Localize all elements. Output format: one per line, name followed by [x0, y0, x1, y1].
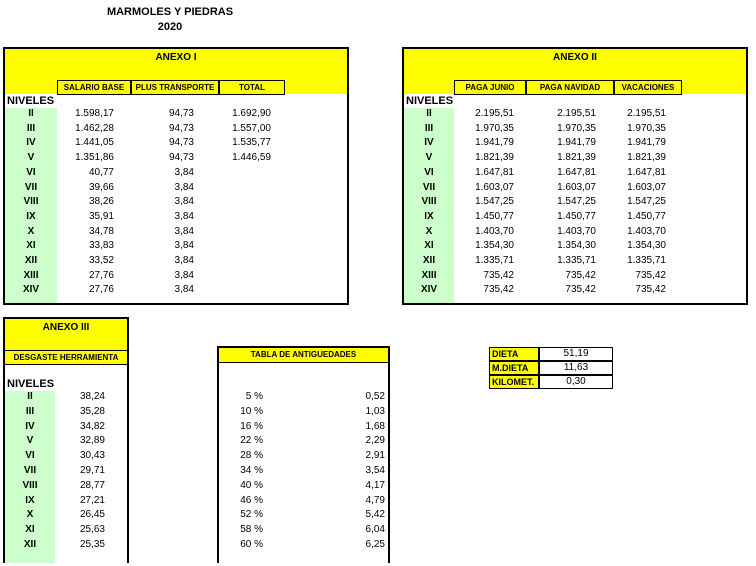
antiguedades-title: TABLA DE ANTIGUEDADES [219, 348, 388, 363]
antiguedad-percent: 10 % [240, 405, 263, 417]
antiguedad-percent: 58 % [240, 524, 263, 536]
salario-base-value: 34,78 [88, 225, 114, 237]
vacaciones-value: 1.354,30 [627, 240, 666, 252]
salario-base-value: 35,91 [88, 210, 114, 222]
salario-base-value: 38,26 [88, 196, 114, 208]
salario-base-value: 1.351,86 [75, 152, 114, 164]
total-value: 1.557,00 [232, 122, 271, 134]
paga-junio-value: 1.403,70 [475, 225, 514, 237]
antiguedad-percent: 28 % [240, 450, 263, 462]
level-label: VI [25, 450, 35, 462]
level-label: XIV [22, 284, 40, 296]
plus-transporte-value: 3,84 [174, 166, 194, 178]
vacaciones-value: 1.941,79 [627, 137, 666, 149]
antiguedad-value: 4,17 [365, 479, 385, 491]
level-label: VII [24, 181, 38, 193]
anexo3-title: ANEXO III [5, 322, 127, 333]
antiguedad-percent: 5 % [245, 391, 263, 402]
dieta-value: 51,19 [539, 347, 613, 361]
level-label: X [425, 225, 433, 237]
paga-junio-value: 1.354,30 [475, 240, 514, 252]
anexo2-niveles-label: NIVELES [406, 95, 454, 107]
salario-base-value: 33,83 [88, 240, 114, 252]
anexo2-col-navidad: PAGA NAVIDAD [526, 80, 614, 95]
total-value: 1.446,59 [232, 152, 271, 164]
salario-base-value: 27,76 [88, 284, 114, 296]
antiguedad-percent: 16 % [240, 420, 263, 432]
desgaste-value: 27,21 [79, 494, 105, 506]
vacaciones-value: 1.970,35 [627, 122, 666, 134]
level-label: III [25, 405, 35, 417]
level-label: VII [23, 465, 37, 476]
level-label: IX [26, 210, 36, 222]
antiguedad-percent: 40 % [240, 479, 263, 491]
antiguedad-value: 2,29 [365, 435, 385, 447]
salario-base-value: 33,52 [88, 255, 114, 266]
vacaciones-value: 1.450,77 [627, 210, 666, 222]
page-title: MARMOLES Y PIEDRAS [106, 6, 234, 18]
level-label: XI [26, 240, 36, 252]
antiguedad-value: 3,54 [365, 465, 385, 476]
anexo3-subtitle: DESGASTE HERRAMIENTA [5, 350, 127, 365]
dieta-value: 0,30 [539, 375, 613, 389]
paga-navidad-value: 2.195,51 [557, 108, 596, 119]
level-label: XII [422, 255, 436, 266]
antiguedad-value: 0,52 [365, 391, 385, 402]
antiguedades-table [217, 346, 390, 563]
level-label: X [27, 225, 35, 237]
level-label: V [26, 435, 34, 447]
anexo1-niveles-label: NIVELES [7, 95, 55, 107]
anexo3-table [3, 317, 129, 563]
desgaste-value: 30,43 [79, 450, 105, 462]
desgaste-value: 35,28 [79, 405, 105, 417]
plus-transporte-value: 94,73 [168, 122, 194, 134]
level-label: V [425, 152, 433, 164]
level-label: IX [424, 210, 434, 222]
level-label: XIV [420, 284, 438, 296]
level-label: II [28, 108, 34, 119]
paga-navidad-value: 1.821,39 [557, 152, 596, 164]
paga-navidad-value: 735,42 [565, 284, 596, 296]
antiguedad-value: 4,79 [365, 494, 385, 506]
salario-base-value: 27,76 [88, 269, 114, 281]
level-label: XII [24, 255, 38, 266]
level-label: XII [23, 539, 37, 550]
anexo1-col-plus: PLUS TRANSPORTE [131, 80, 219, 95]
level-label: XIII [23, 269, 39, 281]
antiguedad-percent: 46 % [240, 494, 263, 506]
vacaciones-value: 1.547,25 [627, 196, 666, 208]
desgaste-value: 25,35 [79, 539, 105, 550]
desgaste-value: 32,89 [79, 435, 105, 447]
vacaciones-value: 1.647,81 [627, 166, 666, 178]
paga-navidad-value: 1.335,71 [557, 255, 596, 266]
anexo2-title: ANEXO II [404, 52, 746, 63]
paga-junio-value: 2.195,51 [475, 108, 514, 119]
plus-transporte-value: 3,84 [174, 210, 194, 222]
level-label: VIII [22, 479, 38, 491]
antiguedad-value: 1,03 [365, 405, 385, 417]
anexo1-table [3, 47, 349, 305]
paga-navidad-value: 735,42 [565, 269, 596, 281]
paga-junio-value: 735,42 [483, 269, 514, 281]
paga-navidad-value: 1.970,35 [557, 122, 596, 134]
desgaste-value: 34,82 [79, 420, 105, 432]
vacaciones-value: 735,42 [635, 284, 666, 296]
level-label: II [426, 108, 432, 119]
anexo1-col-total: TOTAL [219, 80, 285, 95]
plus-transporte-value: 94,73 [168, 137, 194, 149]
salario-base-value: 1.462,28 [75, 122, 114, 134]
level-label: II [27, 391, 33, 402]
salario-base-value: 40,77 [88, 166, 114, 178]
level-label: VIII [421, 196, 437, 208]
level-label: IX [25, 494, 35, 506]
paga-junio-value: 1.970,35 [475, 122, 514, 134]
level-label: X [26, 509, 34, 521]
vacaciones-value: 1.603,07 [627, 181, 666, 193]
paga-navidad-value: 1.941,79 [557, 137, 596, 149]
paga-navidad-value: 1.547,25 [557, 196, 596, 208]
page-year: 2020 [157, 21, 183, 33]
paga-navidad-value: 1.647,81 [557, 166, 596, 178]
plus-transporte-value: 3,84 [174, 181, 194, 193]
vacaciones-value: 2.195,51 [627, 108, 666, 119]
anexo2-col-junio: PAGA JUNIO [454, 80, 526, 95]
anexo2-table [402, 47, 748, 305]
vacaciones-value: 1.403,70 [627, 225, 666, 237]
salario-base-value: 1.441,05 [75, 137, 114, 149]
anexo2-col-vacaciones: VACACIONES [614, 80, 682, 95]
level-label: V [27, 152, 35, 164]
plus-transporte-value: 3,84 [174, 255, 194, 266]
antiguedad-percent: 60 % [240, 539, 263, 550]
anexo1-title: ANEXO I [5, 52, 347, 63]
antiguedad-value: 6,25 [365, 539, 385, 550]
paga-junio-value: 1.547,25 [475, 196, 514, 208]
antiguedad-percent: 22 % [240, 435, 263, 447]
plus-transporte-value: 3,84 [174, 269, 194, 281]
paga-junio-value: 735,42 [483, 284, 514, 296]
plus-transporte-value: 94,73 [168, 108, 194, 119]
level-label: XI [424, 240, 434, 252]
anexo3-niveles-label: NIVELES [7, 378, 55, 390]
level-label: III [424, 122, 434, 134]
antiguedad-value: 6,04 [365, 524, 385, 536]
level-label: IV [26, 137, 36, 149]
total-value: 1.692,90 [232, 108, 271, 119]
level-label: IV [424, 137, 434, 149]
desgaste-value: 25,63 [79, 524, 105, 536]
total-value: 1.535,77 [232, 137, 271, 149]
antiguedad-percent: 52 % [240, 509, 263, 521]
anexo3-levels-bg [5, 391, 55, 563]
dieta-label: M.DIETA [489, 361, 539, 375]
plus-transporte-value: 3,84 [174, 225, 194, 237]
antiguedad-value: 1,68 [365, 420, 385, 432]
paga-navidad-value: 1.450,77 [557, 210, 596, 222]
level-label: IV [25, 420, 35, 432]
dieta-value: 11,63 [539, 361, 613, 375]
level-label: VIII [23, 196, 39, 208]
salario-base-value: 39,66 [88, 181, 114, 193]
desgaste-value: 26,45 [79, 509, 105, 521]
paga-junio-value: 1.450,77 [475, 210, 514, 222]
plus-transporte-value: 94,73 [168, 152, 194, 164]
paga-junio-value: 1.603,07 [475, 181, 514, 193]
vacaciones-value: 735,42 [635, 269, 666, 281]
dieta-label: DIETA [489, 347, 539, 361]
paga-junio-value: 1.335,71 [475, 255, 514, 266]
antiguedad-value: 2,91 [365, 450, 385, 462]
paga-junio-value: 1.821,39 [475, 152, 514, 164]
paga-navidad-value: 1.403,70 [557, 225, 596, 237]
vacaciones-value: 1.335,71 [627, 255, 666, 266]
paga-junio-value: 1.647,81 [475, 166, 514, 178]
desgaste-value: 29,71 [79, 465, 105, 476]
paga-junio-value: 1.941,79 [475, 137, 514, 149]
salario-base-value: 1.598,17 [75, 108, 114, 119]
dieta-label: KILOMET. [489, 375, 539, 389]
anexo1-col-salario: SALARIO BASE [57, 80, 131, 95]
level-label: XI [25, 524, 35, 536]
desgaste-value: 28,77 [79, 479, 105, 491]
level-label: XIII [421, 269, 437, 281]
plus-transporte-value: 3,84 [174, 196, 194, 208]
paga-navidad-value: 1.354,30 [557, 240, 596, 252]
plus-transporte-value: 3,84 [174, 240, 194, 252]
level-label: VII [422, 181, 436, 193]
paga-navidad-value: 1.603,07 [557, 181, 596, 193]
antiguedad-value: 5,42 [365, 509, 385, 521]
plus-transporte-value: 3,84 [174, 284, 194, 296]
level-label: III [26, 122, 36, 134]
level-label: VI [424, 166, 434, 178]
level-label: VI [26, 166, 36, 178]
desgaste-value: 38,24 [79, 391, 105, 402]
vacaciones-value: 1.821,39 [627, 152, 666, 164]
antiguedad-percent: 34 % [240, 465, 263, 476]
